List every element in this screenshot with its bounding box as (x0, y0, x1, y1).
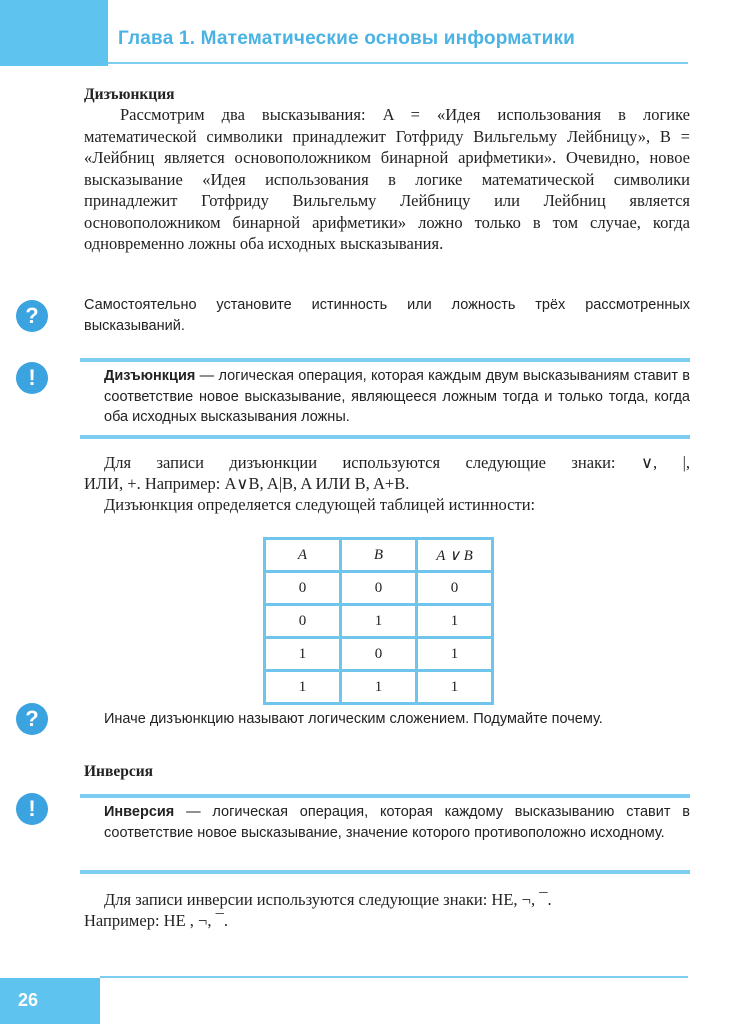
header-cell-a-or-b: A ∨ B (417, 539, 493, 572)
footer-rule (100, 976, 688, 978)
table-cell: 0 (341, 638, 417, 671)
disjunction-notation-line-2: ИЛИ, +. Например: A∨B, A|B, A ИЛИ B, A+B. (84, 474, 410, 493)
table-cell: 1 (417, 638, 493, 671)
table-row (265, 605, 493, 638)
definition-bottom-bar (80, 870, 690, 874)
truth-table-header (265, 539, 493, 572)
truth-table (263, 537, 494, 705)
table-row (265, 638, 493, 671)
page-number: 26 (18, 990, 39, 1010)
table-cell: 1 (265, 638, 341, 671)
footer-color-block (0, 978, 100, 1024)
definition-top-bar (80, 794, 690, 798)
definition-text: — логическая операция, которая каждым двум высказываниям ставит в соответствие новое высказывание, являющееся ложным тогда и только тогда, когда оба исходных высказывания ложны. (104, 368, 690, 425)
table-cell: 0 (341, 572, 417, 605)
table-cell: 1 (341, 605, 417, 638)
definition-text: — логическая операция, которая каждому высказыванию ставит в соответствие новое высказывание, значение которого противоположно исходному. (104, 804, 690, 841)
definition-top-bar (80, 358, 690, 362)
header-cell-b: B (341, 539, 417, 572)
exclamation-icon: ! (16, 793, 48, 825)
section-title-disjunction: Дизъюнкция (84, 86, 175, 103)
definition-disjunction (104, 366, 690, 428)
question-icon: ? (16, 300, 48, 332)
inversion-notation-line-1: Для записи инверсии используются следующие знаки: НЕ, ¬, ¯. (104, 890, 552, 909)
truth-table-intro: Дизъюнкция определяется следующей таблицей истинности: (104, 495, 536, 514)
table-row (265, 572, 493, 605)
header-color-block (0, 0, 108, 66)
table-cell: 1 (417, 605, 493, 638)
definition-term: Инверсия (104, 804, 175, 820)
table-cell: 1 (417, 671, 493, 704)
section-title-inversion: Инверсия (84, 763, 154, 780)
definition-inversion (104, 802, 690, 843)
question-icon: ? (16, 703, 48, 735)
definition-bottom-bar (80, 435, 690, 439)
exclamation-icon: ! (16, 362, 48, 394)
question-text-2: Иначе дизъюнкцию называют логическим сложением. Подумайте почему. (104, 711, 603, 727)
table-row (265, 671, 493, 704)
disjunction-notation-line-1: Для записи дизъюнкции используются следующие знаки: ∨, |, (104, 453, 690, 472)
chapter-title: Глава 1. Математические основы информатики (118, 28, 576, 49)
table-cell: 0 (265, 572, 341, 605)
table-cell: 0 (265, 605, 341, 638)
table-cell: 0 (417, 572, 493, 605)
table-cell: 1 (341, 671, 417, 704)
header-cell-a: A (265, 539, 341, 572)
definition-term: Дизъюнкция (104, 368, 196, 384)
table-cell: 1 (265, 671, 341, 704)
header-rule (108, 62, 688, 64)
question-text-1: Самостоятельно установите истинность или ложность трёх рассмотренных высказываний. (84, 297, 690, 334)
disjunction-intro-paragraph: Рассмотрим два высказывания: A = «Идея использования в логике математической символики принадлежит Готфриду Вильгельму Лейбницу», B = «Лейбниц является основоположником бинарной арифметики». Очевидно, новое высказывание «Идея использования в логике математической символики принадлежит Готфриду Вильгельму Лейбницу или Лейбниц является основоположником бинарной арифметики» ложно только в том случае, когда одновременно ложны оба исходных высказывания. (84, 105, 690, 253)
inversion-notation-line-2: Например: НЕ , ¬, ¯. (84, 911, 228, 930)
